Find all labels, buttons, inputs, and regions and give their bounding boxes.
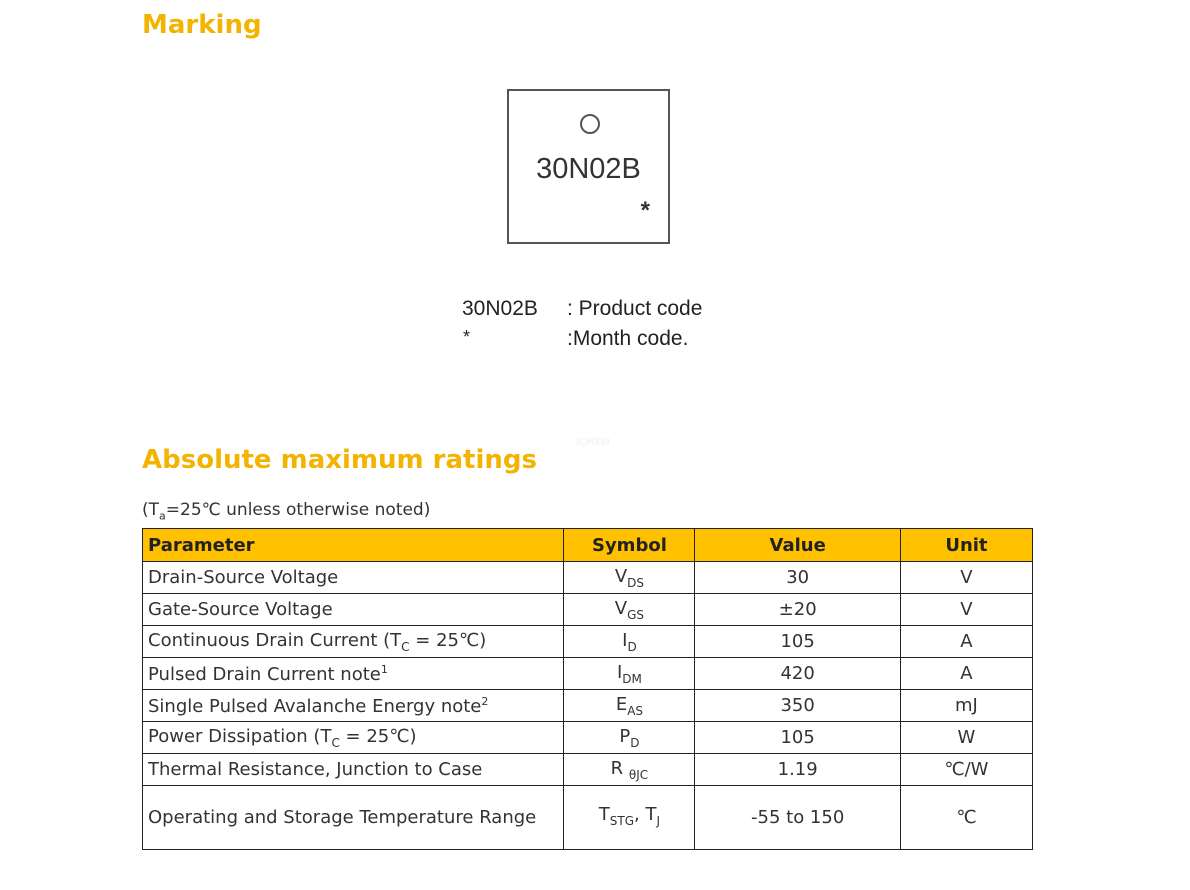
cell-parameter: Thermal Resistance, Junction to Case [143, 754, 564, 786]
symbol-main: I [622, 629, 628, 651]
symbol-main: E [615, 693, 628, 715]
cell-value: 30 [695, 562, 900, 594]
marking-title: Marking [142, 10, 262, 40]
table-row [143, 722, 1033, 754]
symbol-sub: DS [627, 575, 645, 590]
legend-month-code-key: * [463, 327, 471, 347]
chip-product-code: 30N02B [536, 153, 641, 185]
param-sup: 1 [380, 662, 388, 676]
cell-symbol [564, 722, 695, 754]
symbol-main: T [598, 803, 610, 825]
param-text: Continuous Drain Current (T [148, 629, 402, 651]
cell-parameter [143, 658, 564, 690]
cell-value: 420 [695, 658, 900, 690]
cell-value: 1.19 [695, 754, 900, 786]
symbol-sub: D [630, 735, 640, 750]
param-tail: = 25℃) [409, 629, 487, 651]
watermark: ICMKW [576, 437, 611, 448]
symbol-sub: STG [609, 813, 635, 828]
symbol-tail: , T [634, 803, 657, 825]
cell-symbol [564, 658, 695, 690]
header-value: Value [695, 529, 900, 562]
cell-value: 350 [695, 690, 900, 722]
cell-unit: ℃/W [900, 754, 1032, 786]
param-text: Single Pulsed Avalanche Energy note [148, 695, 482, 717]
symbol-sub: θJC [628, 767, 649, 782]
cell-unit: ℃ [900, 786, 1032, 850]
symbol-sub-2: J [656, 813, 661, 828]
table-row [143, 754, 1033, 786]
cell-symbol [564, 626, 695, 658]
symbol-sub: DM [622, 671, 642, 686]
cell-unit: W [900, 722, 1032, 754]
symbol-sub: GS [627, 607, 645, 622]
cell-parameter [143, 626, 564, 658]
symbol-main: R [610, 757, 629, 779]
symbol-sub: D [627, 639, 637, 654]
note-sub: a [159, 509, 166, 523]
note-suffix: =25℃ unless otherwise noted) [165, 500, 431, 520]
cell-symbol [564, 754, 695, 786]
table-row [143, 658, 1033, 690]
param-sup: 2 [481, 694, 489, 708]
cell-unit: A [900, 626, 1032, 658]
cell-value: ±20 [695, 594, 900, 626]
header-unit: Unit [900, 529, 1032, 562]
symbol-main: V [614, 597, 628, 619]
cell-parameter [143, 690, 564, 722]
param-sub: C [331, 735, 340, 750]
table-row [143, 626, 1033, 658]
cell-symbol [564, 690, 695, 722]
header-symbol: Symbol [564, 529, 695, 562]
ratings-table [142, 528, 1033, 850]
legend-product-code-desc: : Product code [567, 297, 703, 320]
cell-unit: V [900, 594, 1032, 626]
ratings-condition-note [142, 500, 430, 522]
table-row [143, 786, 1033, 850]
legend-month-code-desc: :Month code. [567, 327, 689, 350]
cell-parameter [143, 722, 564, 754]
symbol-sub: AS [627, 703, 644, 718]
cell-value: -55 to 150 [695, 786, 900, 850]
cell-symbol [564, 562, 695, 594]
cell-symbol [564, 594, 695, 626]
chip-month-code: * [640, 197, 650, 224]
cell-parameter: Drain-Source Voltage [143, 562, 564, 594]
symbol-main: I [616, 661, 623, 683]
cell-unit: V [900, 562, 1032, 594]
cell-unit: A [900, 658, 1032, 690]
cell-symbol [564, 786, 695, 850]
symbol-main: V [614, 565, 628, 587]
pin1-indicator-icon [580, 114, 600, 134]
table-row [143, 690, 1033, 722]
table-row [143, 594, 1033, 626]
cell-value: 105 [695, 722, 900, 754]
legend-product-code-key: 30N02B [462, 297, 538, 320]
symbol-main: P [619, 725, 631, 747]
ratings-title: Absolute maximum ratings [142, 445, 537, 475]
header-parameter: Parameter [143, 529, 564, 562]
table-header-row [143, 529, 1033, 562]
param-tail: = 25℃) [339, 725, 417, 747]
cell-value: 105 [695, 626, 900, 658]
note-prefix: (T [142, 500, 160, 520]
cell-unit: mJ [900, 690, 1032, 722]
cell-parameter: Operating and Storage Temperature Range [143, 786, 564, 850]
param-text: Power Dissipation (T [148, 725, 332, 747]
cell-parameter: Gate-Source Voltage [143, 594, 564, 626]
param-sub: C [401, 639, 410, 654]
param-text: Pulsed Drain Current note [148, 663, 381, 685]
chip-package-diagram [507, 89, 670, 244]
table-row [143, 562, 1033, 594]
